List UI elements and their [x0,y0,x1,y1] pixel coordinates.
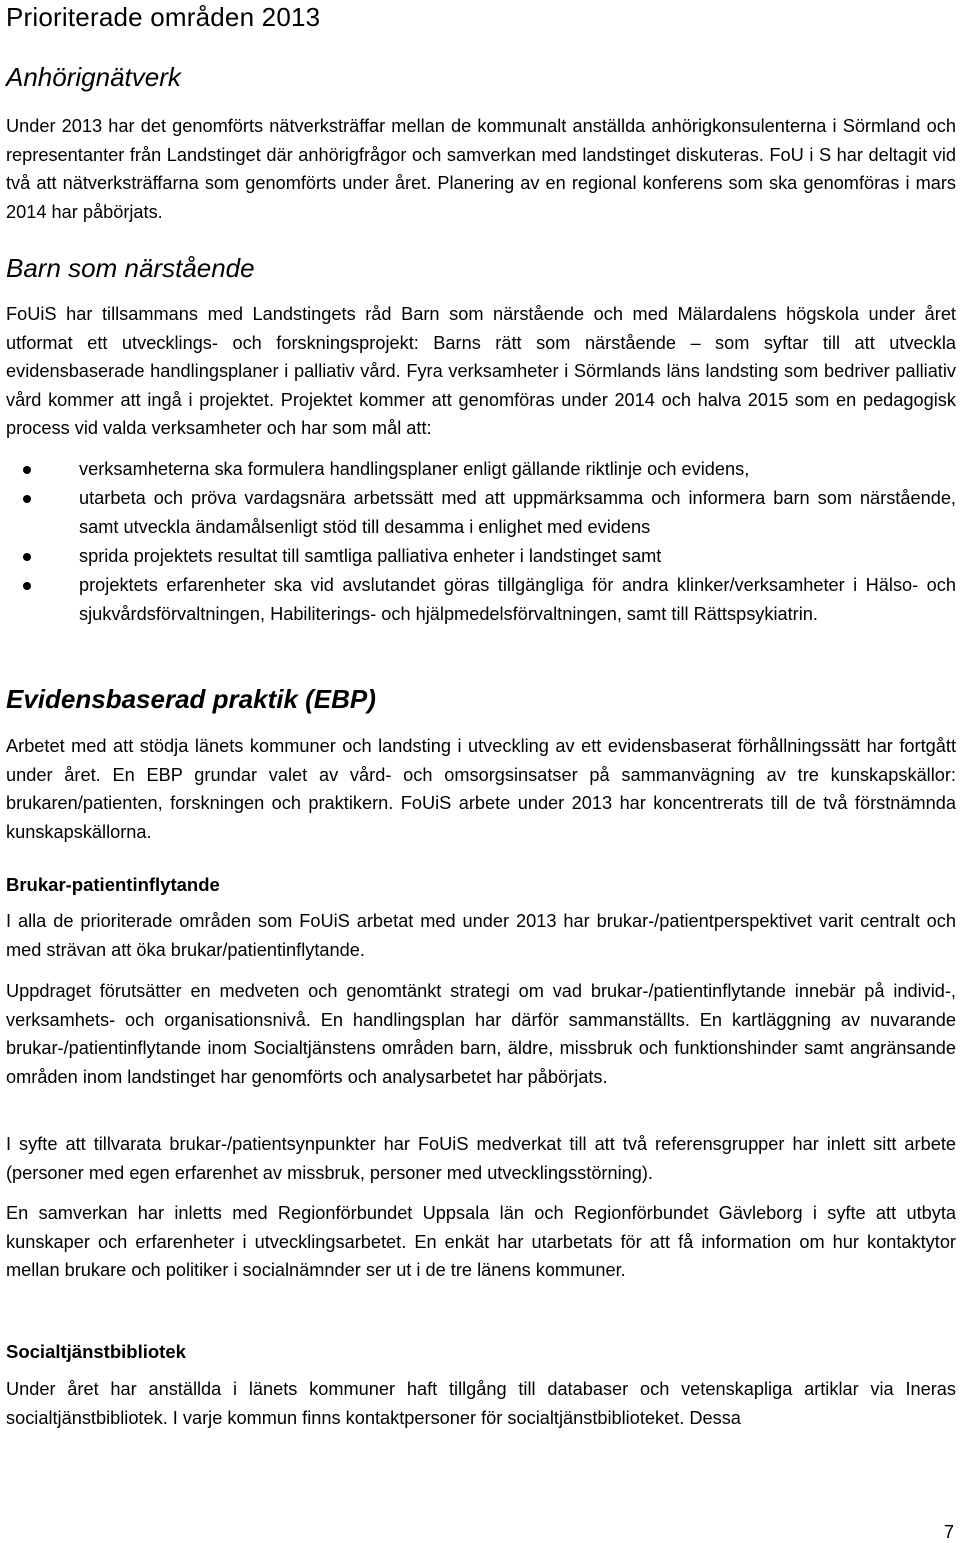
list-item: sprida projektets resultat till samtliga palliativa enheter i landstinget samt [6,542,956,571]
paragraph-ebp: Arbetet med att stödja länets kommuner och landsting i utveckling av ett evidensbaserat förhållningssätt har fortgått under året. En EBP grundar valet av vård- och omsorgsinsatser på sammanvägning av tre kunskapskällor: brukaren/patienten, forskningen och praktikern. FoUiS arbete under 2013 har koncentrerats till de två förstnämnda kunskapskällorna. [6,736,956,842]
bullet-icon [23,495,31,503]
list-item: projektets erfarenheter ska vid avslutandet göras tillgängliga för andra klinker/verksamheter i Hälso- och sjukvårdsförvaltningen, Habiliterings- och hjälpmedelsförvaltningen, samt till Rättspsykiatrin. [6,571,956,629]
bullet-list [6,455,956,629]
paragraph-brukar-1: I alla de prioriterade områden som FoUiS arbetat med under 2013 har brukar-/patientperspektivet varit centralt och med strävan att öka brukar/patientinflytande. [6,911,956,960]
paragraph-socialtjanstbibliotek: Under året har anställda i länets kommuner haft tillgång till databaser och vetenskapliga artiklar via Ineras socialtjänstbibliotek. I varje kommun finns kontaktpersoner för socialtjänstbiblioteket. Dessa [6,1379,956,1428]
heading-socialtjanstbibliotek: Socialtjänstbibliotek [6,1341,186,1362]
list-item: verksamheterna ska formulera handlingsplaner enligt gällande riktlinje och evidens, [6,455,956,484]
paragraph-anhorignatverk: Under 2013 har det genomförts nätverksträffar mellan de kommunalt anställda anhörigkonsulenterna i Sörmland och representanter från Landstinget där anhörigfrågor och samverkan med landstinget diskuteras. FoU i S har deltagit vid två att nätverksträffarna som genomförts under året. Planering av en regional konferens som ska genomföras i mars 2014 har påbörjats. [6,116,956,222]
heading-brukar-patientinflytande: Brukar-patientinflytande [6,874,220,895]
paragraph-brukar-4: En samverkan har inletts med Regionförbundet Uppsala län och Regionförbundet Gävleborg i syfte att utbyta kunskaper och erfarenheter i utvecklingsarbetet. En enkät har utarbetats för att få information om hur kontaktytor mellan brukare och politiker i socialnämnder ser ut i de tre länens kommuner. [6,1203,956,1280]
page-number: 7 [943,1522,954,1542]
bullet-icon [23,553,31,561]
heading-barn-som-narstaende: Barn som närstående [6,253,255,283]
list-item: utarbeta och pröva vardagsnära arbetssätt med att uppmärksamma och informera barn som närstående, samt utveckla ändamålsenligt stöd till desamma i enlighet med evidens [6,484,956,542]
heading-ebp: Evidensbaserad praktik (EBP) [6,684,376,714]
heading-anhorignatverk: Anhörignätverk [6,62,181,92]
page-title: Prioriterade områden 2013 [6,2,321,32]
paragraph-brukar-2: Uppdraget förutsätter en medveten och genomtänkt strategi om vad brukar-/patientinflytande innebär på individ-, verksamhets- och organisationsnivå. En handlingsplan har därför sammanställts. En kartläggning av nuvarande brukar-/patientinflytande inom Socialtjänstens områden barn, äldre, missbruk och funktionshinder samt angränsande områden inom landstinget har genomförts och analysarbetet har påbörjats. [6,981,956,1087]
bullet-icon [23,582,31,590]
paragraph-brukar-3: I syfte att tillvarata brukar-/patientsynpunkter har FoUiS medverkat till att två referensgrupper har inlett sitt arbete (personer med egen erfarenhet av missbruk, personer med utvecklingsstörning). [6,1134,956,1183]
paragraph-barn-som-narstaende: FoUiS har tillsammans med Landstingets råd Barn som närstående och med Mälardalens högskola under året utformat ett utvecklings- och forskningsprojekt: Barns rätt som närstående – som syftar till att utveckla evidensbaserade handlingsplaner i palliativ vård. Fyra verksamheter i Sörmlands läns landsting som bedriver palliativ vård kommer att ingå i projektet. Projektet kommer att genomföras under 2014 och halva 2015 som en pedagogisk process vid valda verksamheter och har som mål att: [6,304,956,438]
bullet-icon [23,466,31,474]
